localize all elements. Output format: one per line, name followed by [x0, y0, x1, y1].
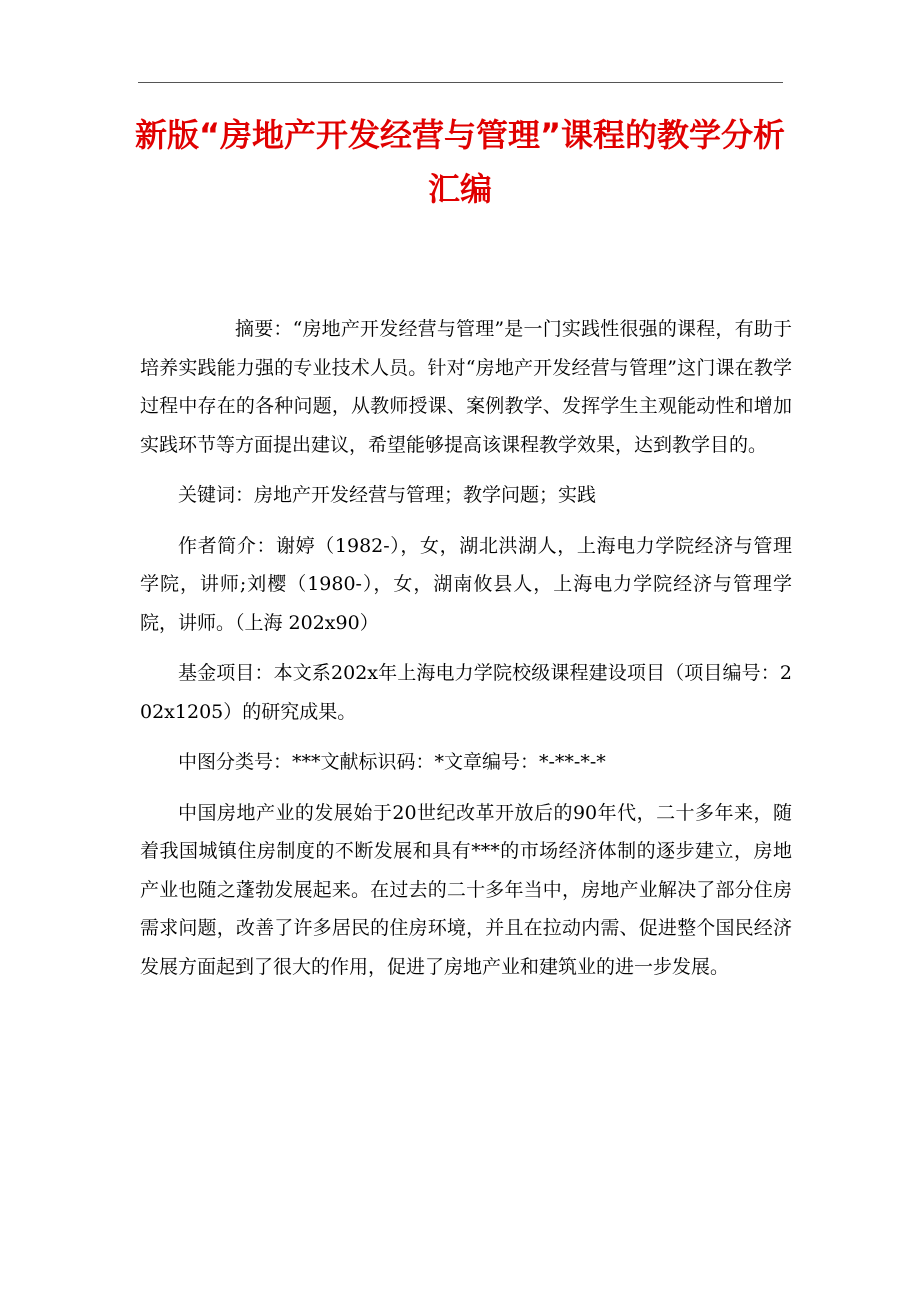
document-body: [140, 310, 792, 998]
intro-paragraph: 中国房地产业的发展始于20世纪改革开放后的90年代，二十多年来，随着我国城镇住房制度的不断发展和具有***的市场经济体制的逐步建立，房地产业也随之蓬勃发展起来。在过去的二十多年当中，房地产业解决了部分住房需求问题，改善了许多居民的住房环境，并且在拉动内需、促进整个国民经济发展方面起到了很大的作用，促进了房地产业和建筑业的进一步发展。: [140, 801, 792, 978]
keywords-paragraph: 关键词：房地产开发经营与管理；教学问题；实践: [178, 484, 597, 506]
author-paragraph: 作者简介：谢婷（1982-），女，湖北洪湖人，上海电力学院经济与管理学院，讲师;刘樱（1980-），女，湖南攸县人，上海电力学院经济与管理学院，讲师。（上海 202x90）: [140, 534, 792, 634]
fund-paragraph: 基金项目：本文系202x年上海电力学院校级课程建设项目（项目编号：202x1205）的研究成果。: [140, 662, 792, 723]
classification-paragraph: 中图分类号：***文献标识码：*文章编号：*-**-*-*: [178, 751, 606, 773]
header-rule: [138, 82, 783, 83]
document-title: 新版“房地产开发经营与管理”课程的教学分析汇编: [134, 116, 786, 208]
abstract-paragraph: 摘要：“房地产开发经营与管理”是一门实践性很强的课程，有助于培养实践能力强的专业技术人员。针对“房地产开发经营与管理”这门课在教学过程中存在的各种问题，从教师授课、案例教学、发挥学生主观能动性和增加实践环节等方面提出建议，希望能够提高该课程教学效果，达到教学目的。: [140, 318, 792, 456]
